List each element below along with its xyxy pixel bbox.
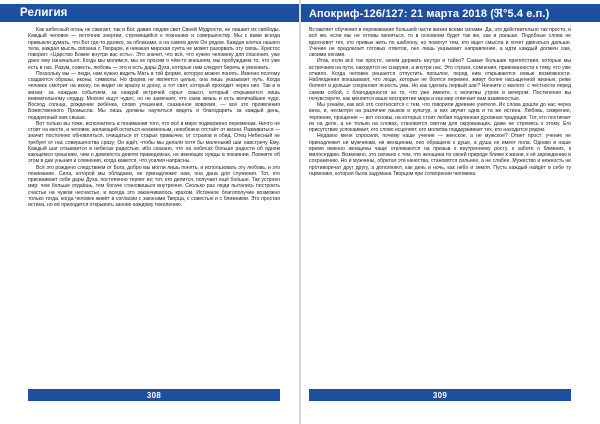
left-paragraph-1: Как небесный огонь не сжигает, так и Бог, давая людям свет Своей Мудрости, не лишает их свободы. Каждый человек — источник энергии, стремящийся к познанию и совершенству. Мы с вами всегда привыкли думать, что Бог где-то далеко, за облаками, а на самом деле Он рядом. Каждая клетка нашего тела, каждая мысль связана с Творцом, и никакая мирская суета не может разорвать эту связь. Христос говорил: «Царство Божие внутри вас есть». Это значит, что всё, что нужно человеку для спасения, уже дано ему изначально. Когда мы молимся, мы не просим о чём-то внешнем, мы пробуждаем то, что уже есть в нас. Разум, совесть, любовь — это и есть дары Духа, которые нам следует беречь и умножать. bbox=[28, 27, 280, 71]
left-page bbox=[0, 0, 299, 424]
right-page-body bbox=[309, 27, 571, 177]
right-page-title: Апокриф-126/127: 21 марта 2018 (ℜ°5.4 е.п.) bbox=[309, 7, 550, 20]
right-paragraph-3: Мы узнаём, как всё это соотносится с тем, что говорили древние учителя. Их слова дошли до нас через века, и, несмотря на различие языков и культур, в них звучит одна и та же истина. Любовь, смирение, терпение, прощение — вот основы, на которых стоит любая подлинная духовная традиция. Тот, кто постигает их на деле, а не только на словах, становится светом для окружающих, даже не стремясь к этому. Его присутствие успокаивает, его слово исцеляет, его молитва поддерживает тех, кто находится рядом. bbox=[309, 102, 571, 133]
right-page-header bbox=[301, 4, 600, 22]
right-page-number: 309 bbox=[432, 390, 448, 400]
left-paragraph-2: Поскольку мы — люди, нам нужно видеть Мать в той форме, которую можно понять. Именно поэтому создаются образы, иконы, символы. Но форма не является целью, она лишь указывает путь. Когда человек смотрит на икону, он видит не краску и доску, а тот свет, который проходит через них. Так и в жизни: за каждым событием, за каждой встречей скрыт смысл, который открывается лишь внимательному сердцу. Многие ищут чудес, но не замечают, что сама жизнь и есть величайшее чудо. Восход солнца, рождение ребёнка, слово утешения, сказанное вовремя, — всё это проявления Божественного Промысла. Мы лишь должны научиться видеть и благодарить за каждый день, подаренный нам свыше. bbox=[28, 70, 280, 121]
left-paragraph-3: Вот только вы тоже, исполнитесь в понимании того, что всё в мире подвержено переменам. Ничто не стоит на месте, и человек, желающий остаться неизменным, неизбежно отстаёт от жизни. Развиваться — значит постоянно обновляться, очищаться от старых привычек, от страхов и обид. Отец Небесный не требует от нас совершенства сразу; Он ждёт, чтобы мы делали хотя бы маленький шаг навстречу Ему. Каждый шаг отзывается в небесах радостью, ибо сказано, что на небесах больше радости об одном кающемся грешнике, чем о девяноста девяти праведниках, не имеющих нужды в покаянии. Помните об этом в дни уныния и сомнения, когда кажется, что усилия напрасны. bbox=[28, 120, 280, 165]
right-page bbox=[301, 0, 600, 424]
left-page-title: Религия bbox=[20, 7, 68, 19]
right-paragraph-4: Недавно меня спросили, почему наше учение — женское, а не мужское? Ответ прост: учение не принадлежит ни мужчинам, ни женщинам, оно обращено к душе, а душа не имеет пола. Однако в наше время именно женщины чаще откликаются на призыв к внутреннему росту, к заботе о ближних, к милосердию. Возможно, это связано с тем, что женщина по своей природе ближе к жизни, к её зарождению и сохранению. Но и мужчины, обретая эти качества, становятся сильнее, а не слабее. Мужество и нежность не противоречат друг другу, а дополняют, как день и ночь, как небо и земля. Пусть каждый найдёт в себе ту гармонию, которая была задумана Творцом при сотворении человека. bbox=[309, 133, 571, 177]
right-paragraph-2: Итак, если всё так просто, зачем держать внутри и тайно? Самые большие препятствия, которые мы встречаем на пути, находятся не снаружи, а внутри нас. Это страхи, сомнения, привязанности к тому, что уже отжило. Когда человек решается отпустить прошлое, перед ним открываются новые возможности. Наблюдения показывают, что люди, которые не боятся перемен, живут более насыщенной жизнью, реже болеют и дольше сохраняют ясность ума. Но как сделать первый шаг? Начните с малого: с честности перед самим собой, с благодарности за то, что уже имеете, с молитвы утром и вечером. Постепенно вы почувствуете, как меняется ваше восприятие мира и как мир отвечает вам взаимностью. bbox=[309, 58, 571, 102]
left-page-body bbox=[28, 27, 280, 208]
left-page-number: 308 bbox=[146, 390, 162, 400]
left-page-footer bbox=[28, 389, 280, 401]
left-page-header bbox=[0, 4, 299, 22]
right-paragraph-1: Вставляет обучения в переживание большей части жизни всеми силами. Да, это действительно так просто, и всё же, если мы не готовы меняться, то в основном будет так же, как и раньше. Подобные слова не вдохновят тех, кто привык жить по шаблону, но помогут тем, кто ищет смысла и хочет двигаться дальше. Учение не предлагает готовых ответов, оно лишь указывает направление, а идти каждый должен сам, своими ногами. bbox=[309, 27, 571, 58]
right-page-footer bbox=[309, 389, 571, 401]
left-paragraph-4: Всё это рождено следствием от Бога, добро мы могли лишь понять, и использовать эту любовь, и это понимание. Сила, которой мы обладаем, не принадлежит нам, она дана для служения. Тот, кто присваивает себе дары Духа, постепенно теряет их; тот, кто делится, получает ещё больше. Так устроен мир: чем больше отдаёшь, тем богаче становишься внутренне. Сколько раз люди пытались построить счастье на чужом несчастье, и всегда это заканчивалось крахом. Истинное благополучие возможно только тогда, когда человек живёт в согласии с законами Творца, с совестью и с ближними. Это простая истина, но её приходится открывать заново каждому поколению. bbox=[28, 164, 280, 208]
